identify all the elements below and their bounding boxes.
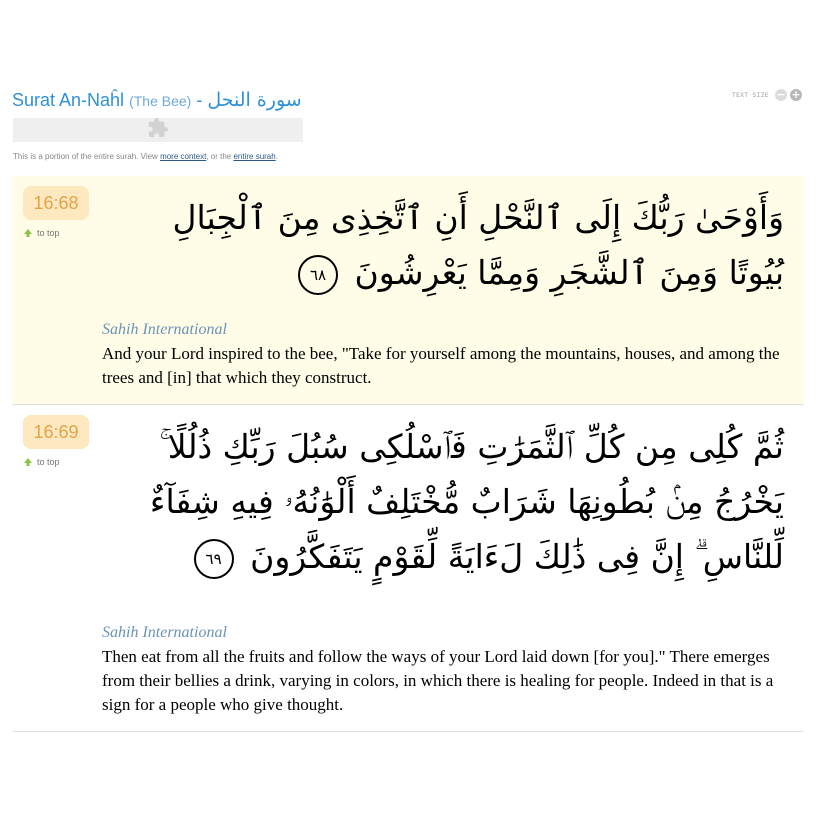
plugin-placeholder[interactable] [13, 118, 303, 142]
verse-block [12, 176, 804, 405]
arabic-verse-words: ثُمَّ كُلِى مِن كُلِّ ٱلثَّمَرَٰتِ فَٱسْلُكِى سُبُلَ رَبِّكِ ذُلُلًا ۚ يَخْرُجُ مِنۢ بُطُونِهَا شَرَابٌ مُّخْتَلِفٌ أَلْوَٰنُهُۥ فِيهِ شِفَآءٌ لِّلنَّاسِ ۗ إِنَّ فِى ذَٰلِكَ لَءَايَةً لِّقَوْمٍ يَتَفَكَّرُونَ [149, 427, 784, 576]
arabic-verse-words: وَأَوْحَىٰ رَبُّكَ إِلَى ٱلنَّحْلِ أَنِ ٱتَّخِذِى مِنَ ٱلْجِبَالِ بُيُوتًا وَمِنَ ٱلشَّجَرِ وَمِمَّا يَعْرِشُونَ [172, 198, 784, 292]
up-arrow-icon [23, 228, 33, 238]
ayah-number-marker: ٦٨ [298, 255, 338, 295]
to-top-link[interactable] [23, 228, 60, 238]
verse-block [12, 405, 804, 732]
text-size-label: TEXT SIZE [731, 91, 769, 99]
ayah-number-marker: ٦٩ [194, 539, 234, 579]
entire-surah-link[interactable]: entire surah [233, 152, 276, 161]
surah-title-translation: (The Bee) [129, 93, 192, 109]
arabic-verse-text [114, 190, 784, 300]
translator-name: Sahih International [102, 624, 227, 641]
verse-translation: Then eat from all the fruits and follow the ways of your Lord laid down [for you]." There emerges from their bellies a drink, varying in colors, in which there is healing for people. Indeed in that is a sign for a people who give thought. [102, 647, 774, 714]
to-top-label: to top [37, 228, 60, 238]
portion-note-prefix: This is a portion of the entire surah. View [13, 152, 158, 161]
text-size-decrease-button[interactable]: − [776, 88, 786, 101]
verse-translation: And your Lord inspired to the bee, "Take for yourself among the mountains, houses, and among the trees and [in] that which they construct. [102, 344, 780, 387]
surah-title-english: Surat An-Naĥl [12, 90, 125, 110]
more-context-link[interactable]: more context [160, 152, 207, 161]
surah-header [12, 88, 808, 118]
surah-title-arabic: سورة النحل [207, 89, 302, 111]
surah-title [12, 88, 302, 113]
title-separator: - [196, 90, 203, 110]
to-top-link[interactable] [23, 457, 60, 467]
arabic-verse-text [114, 419, 784, 584]
text-size-increase-button[interactable]: + [791, 88, 801, 101]
verse-number-badge[interactable]: 16:69 [23, 415, 89, 449]
verse-number-badge[interactable]: 16:68 [23, 186, 89, 220]
portion-note-suffix: . [275, 152, 278, 161]
translator-name: Sahih International [102, 321, 227, 338]
portion-note [13, 152, 278, 161]
up-arrow-icon [23, 457, 33, 467]
text-size-control [732, 88, 802, 102]
portion-note-middle: , or the [206, 152, 232, 161]
puzzle-piece-icon [147, 117, 169, 144]
to-top-label: to top [37, 457, 60, 467]
